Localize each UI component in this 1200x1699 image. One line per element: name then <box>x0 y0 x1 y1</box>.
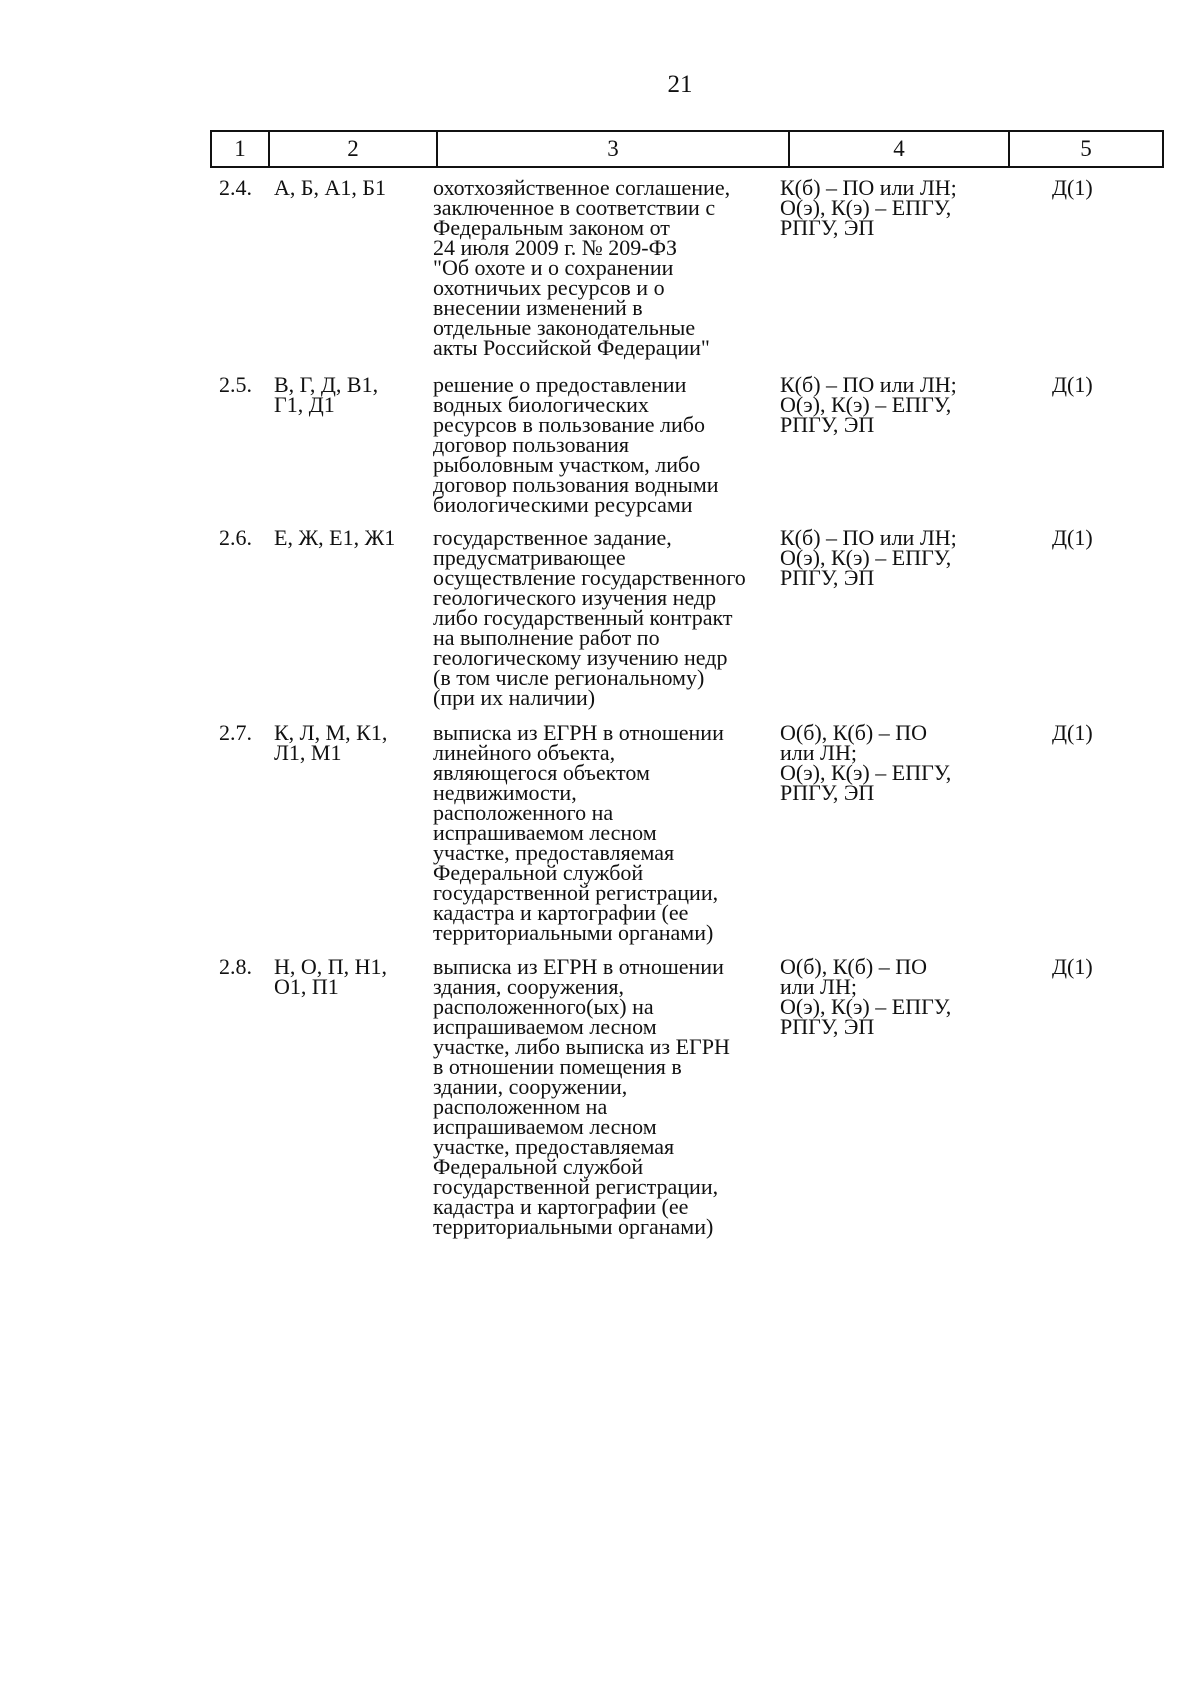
document-line: Федеральным законом от <box>433 215 670 240</box>
row-status: Д(1) <box>1052 175 1093 200</box>
row-method <box>780 720 952 805</box>
row-codes <box>274 525 396 550</box>
row-status: Д(1) <box>1052 525 1093 550</box>
document-line: на выполнение работ по <box>433 625 660 650</box>
document-line: геологического изучения недр <box>433 585 717 610</box>
document-line: участке, предоставляемая <box>433 1134 675 1159</box>
method-line: РПГУ, ЭП <box>780 1014 875 1039</box>
row-codes <box>274 954 388 999</box>
document-line: либо государственный контракт <box>433 605 733 630</box>
row-number: 2.4. <box>219 175 252 200</box>
document-line: линейного объекта, <box>433 740 616 765</box>
codes-line: А, Б, А1, Б1 <box>274 175 387 200</box>
document-line: (при их наличии) <box>433 685 596 710</box>
method-line: или ЛН; <box>780 740 857 765</box>
document-line: геологическому изучению недр <box>433 645 728 670</box>
codes-line: Г1, Д1 <box>274 392 335 417</box>
document-line: государственное задание, <box>433 525 672 550</box>
row-codes <box>274 175 387 200</box>
method-line: О(б), К(б) – ПО <box>780 720 928 745</box>
header-col-1: 1 <box>234 136 246 161</box>
header-col-4: 4 <box>893 136 905 161</box>
method-line: К(б) – ПО или ЛН; <box>780 525 957 550</box>
row-status: Д(1) <box>1052 954 1093 979</box>
document-line: "Об охоте и о сохранении <box>433 255 674 280</box>
row-codes <box>274 720 388 765</box>
method-line: О(э), К(э) – ЕПГУ, <box>780 760 952 785</box>
codes-line: О1, П1 <box>274 974 339 999</box>
document-line: испрашиваемом лесном <box>433 1014 657 1039</box>
document-line: осуществление государственного <box>433 565 746 590</box>
document-line: охотничьих ресурсов и о <box>433 275 665 300</box>
header-col-2: 2 <box>347 136 359 161</box>
document-line: здания, сооружения, <box>433 974 624 999</box>
page-number: 21 <box>667 71 693 98</box>
document-line: 24 июля 2009 г. № 209-ФЗ <box>433 235 678 260</box>
codes-line: Л1, М1 <box>274 740 342 765</box>
document-line: решение о предоставлении <box>433 372 687 397</box>
row-document <box>433 175 731 360</box>
document-line: недвижимости, <box>433 780 577 805</box>
document-line: договор пользования <box>433 432 629 457</box>
document-line: водных биологических <box>433 392 649 417</box>
document-line: участке, либо выписка из ЕГРН <box>433 1034 730 1059</box>
document-line: территориальными органами) <box>433 1214 714 1239</box>
method-line: РПГУ, ЭП <box>780 565 875 590</box>
document-line: заключенное в соответствии с <box>433 195 716 220</box>
method-line: РПГУ, ЭП <box>780 780 875 805</box>
document-line: договор пользования водными <box>433 472 719 497</box>
document-line: охотхозяйственное соглашение, <box>433 175 731 200</box>
document-line: биологическими ресурсами <box>433 492 693 517</box>
document-line: кадастра и картографии (ее <box>433 1194 689 1219</box>
table-header <box>210 130 1164 168</box>
row-method <box>780 525 957 590</box>
method-line: РПГУ, ЭП <box>780 215 875 240</box>
method-line: О(э), К(э) – ЕПГУ, <box>780 195 952 220</box>
method-line: РПГУ, ЭП <box>780 412 875 437</box>
document-line: внесении изменений в <box>433 295 643 320</box>
document-line: отдельные законодательные <box>433 315 696 340</box>
document-line: выписка из ЕГРН в отношении <box>433 720 724 745</box>
document-line: здании, сооружении, <box>433 1074 628 1099</box>
document-line: государственной регистрации, <box>433 880 719 905</box>
document-line: предусматривающее <box>433 545 626 570</box>
document-line: Федеральной службой <box>433 1154 644 1179</box>
document-line: расположенном на <box>433 1094 608 1119</box>
row-number: 2.7. <box>219 720 252 745</box>
method-line: О(э), К(э) – ЕПГУ, <box>780 994 952 1019</box>
document-line: испрашиваемом лесном <box>433 1114 657 1139</box>
document-line: акты Российской Федерации" <box>433 335 710 360</box>
row-number: 2.6. <box>219 525 252 550</box>
document-line: участке, предоставляемая <box>433 840 675 865</box>
method-line: К(б) – ПО или ЛН; <box>780 372 957 397</box>
method-line: О(э), К(э) – ЕПГУ, <box>780 545 952 570</box>
document-line: являющегося объектом <box>433 760 650 785</box>
row-method <box>780 175 957 240</box>
row-number: 2.5. <box>219 372 252 397</box>
row-document <box>433 372 719 517</box>
method-line: К(б) – ПО или ЛН; <box>780 175 957 200</box>
row-status: Д(1) <box>1052 372 1093 397</box>
codes-line: Н, О, П, Н1, <box>274 954 388 979</box>
row-method <box>780 372 957 437</box>
row-method <box>780 954 952 1039</box>
header-col-3: 3 <box>607 136 619 161</box>
document-line: в отношении помещения в <box>433 1054 682 1079</box>
method-line: или ЛН; <box>780 974 857 999</box>
document-line: Федеральной службой <box>433 860 644 885</box>
codes-line: Е, Ж, Е1, Ж1 <box>274 525 396 550</box>
document-line: выписка из ЕГРН в отношении <box>433 954 724 979</box>
row-codes <box>274 372 379 417</box>
document-line: расположенного(ых) на <box>433 994 654 1019</box>
row-number: 2.8. <box>219 954 252 979</box>
row-document <box>433 954 730 1239</box>
method-line: О(э), К(э) – ЕПГУ, <box>780 392 952 417</box>
document-line: рыболовным участком, либо <box>433 452 701 477</box>
document-line: ресурсов в пользование либо <box>433 412 706 437</box>
row-document <box>433 720 724 945</box>
row-status: Д(1) <box>1052 720 1093 745</box>
document-line: кадастра и картографии (ее <box>433 900 689 925</box>
codes-line: К, Л, М, К1, <box>274 720 388 745</box>
document-line: расположенного на <box>433 800 614 825</box>
header-col-5: 5 <box>1080 136 1092 161</box>
codes-line: В, Г, Д, В1, <box>274 372 379 397</box>
row-document <box>433 525 746 710</box>
document-line: испрашиваемом лесном <box>433 820 657 845</box>
method-line: О(б), К(б) – ПО <box>780 954 928 979</box>
document-line: (в том числе региональному) <box>433 665 705 690</box>
document-line: государственной регистрации, <box>433 1174 719 1199</box>
document-line: территориальными органами) <box>433 920 714 945</box>
